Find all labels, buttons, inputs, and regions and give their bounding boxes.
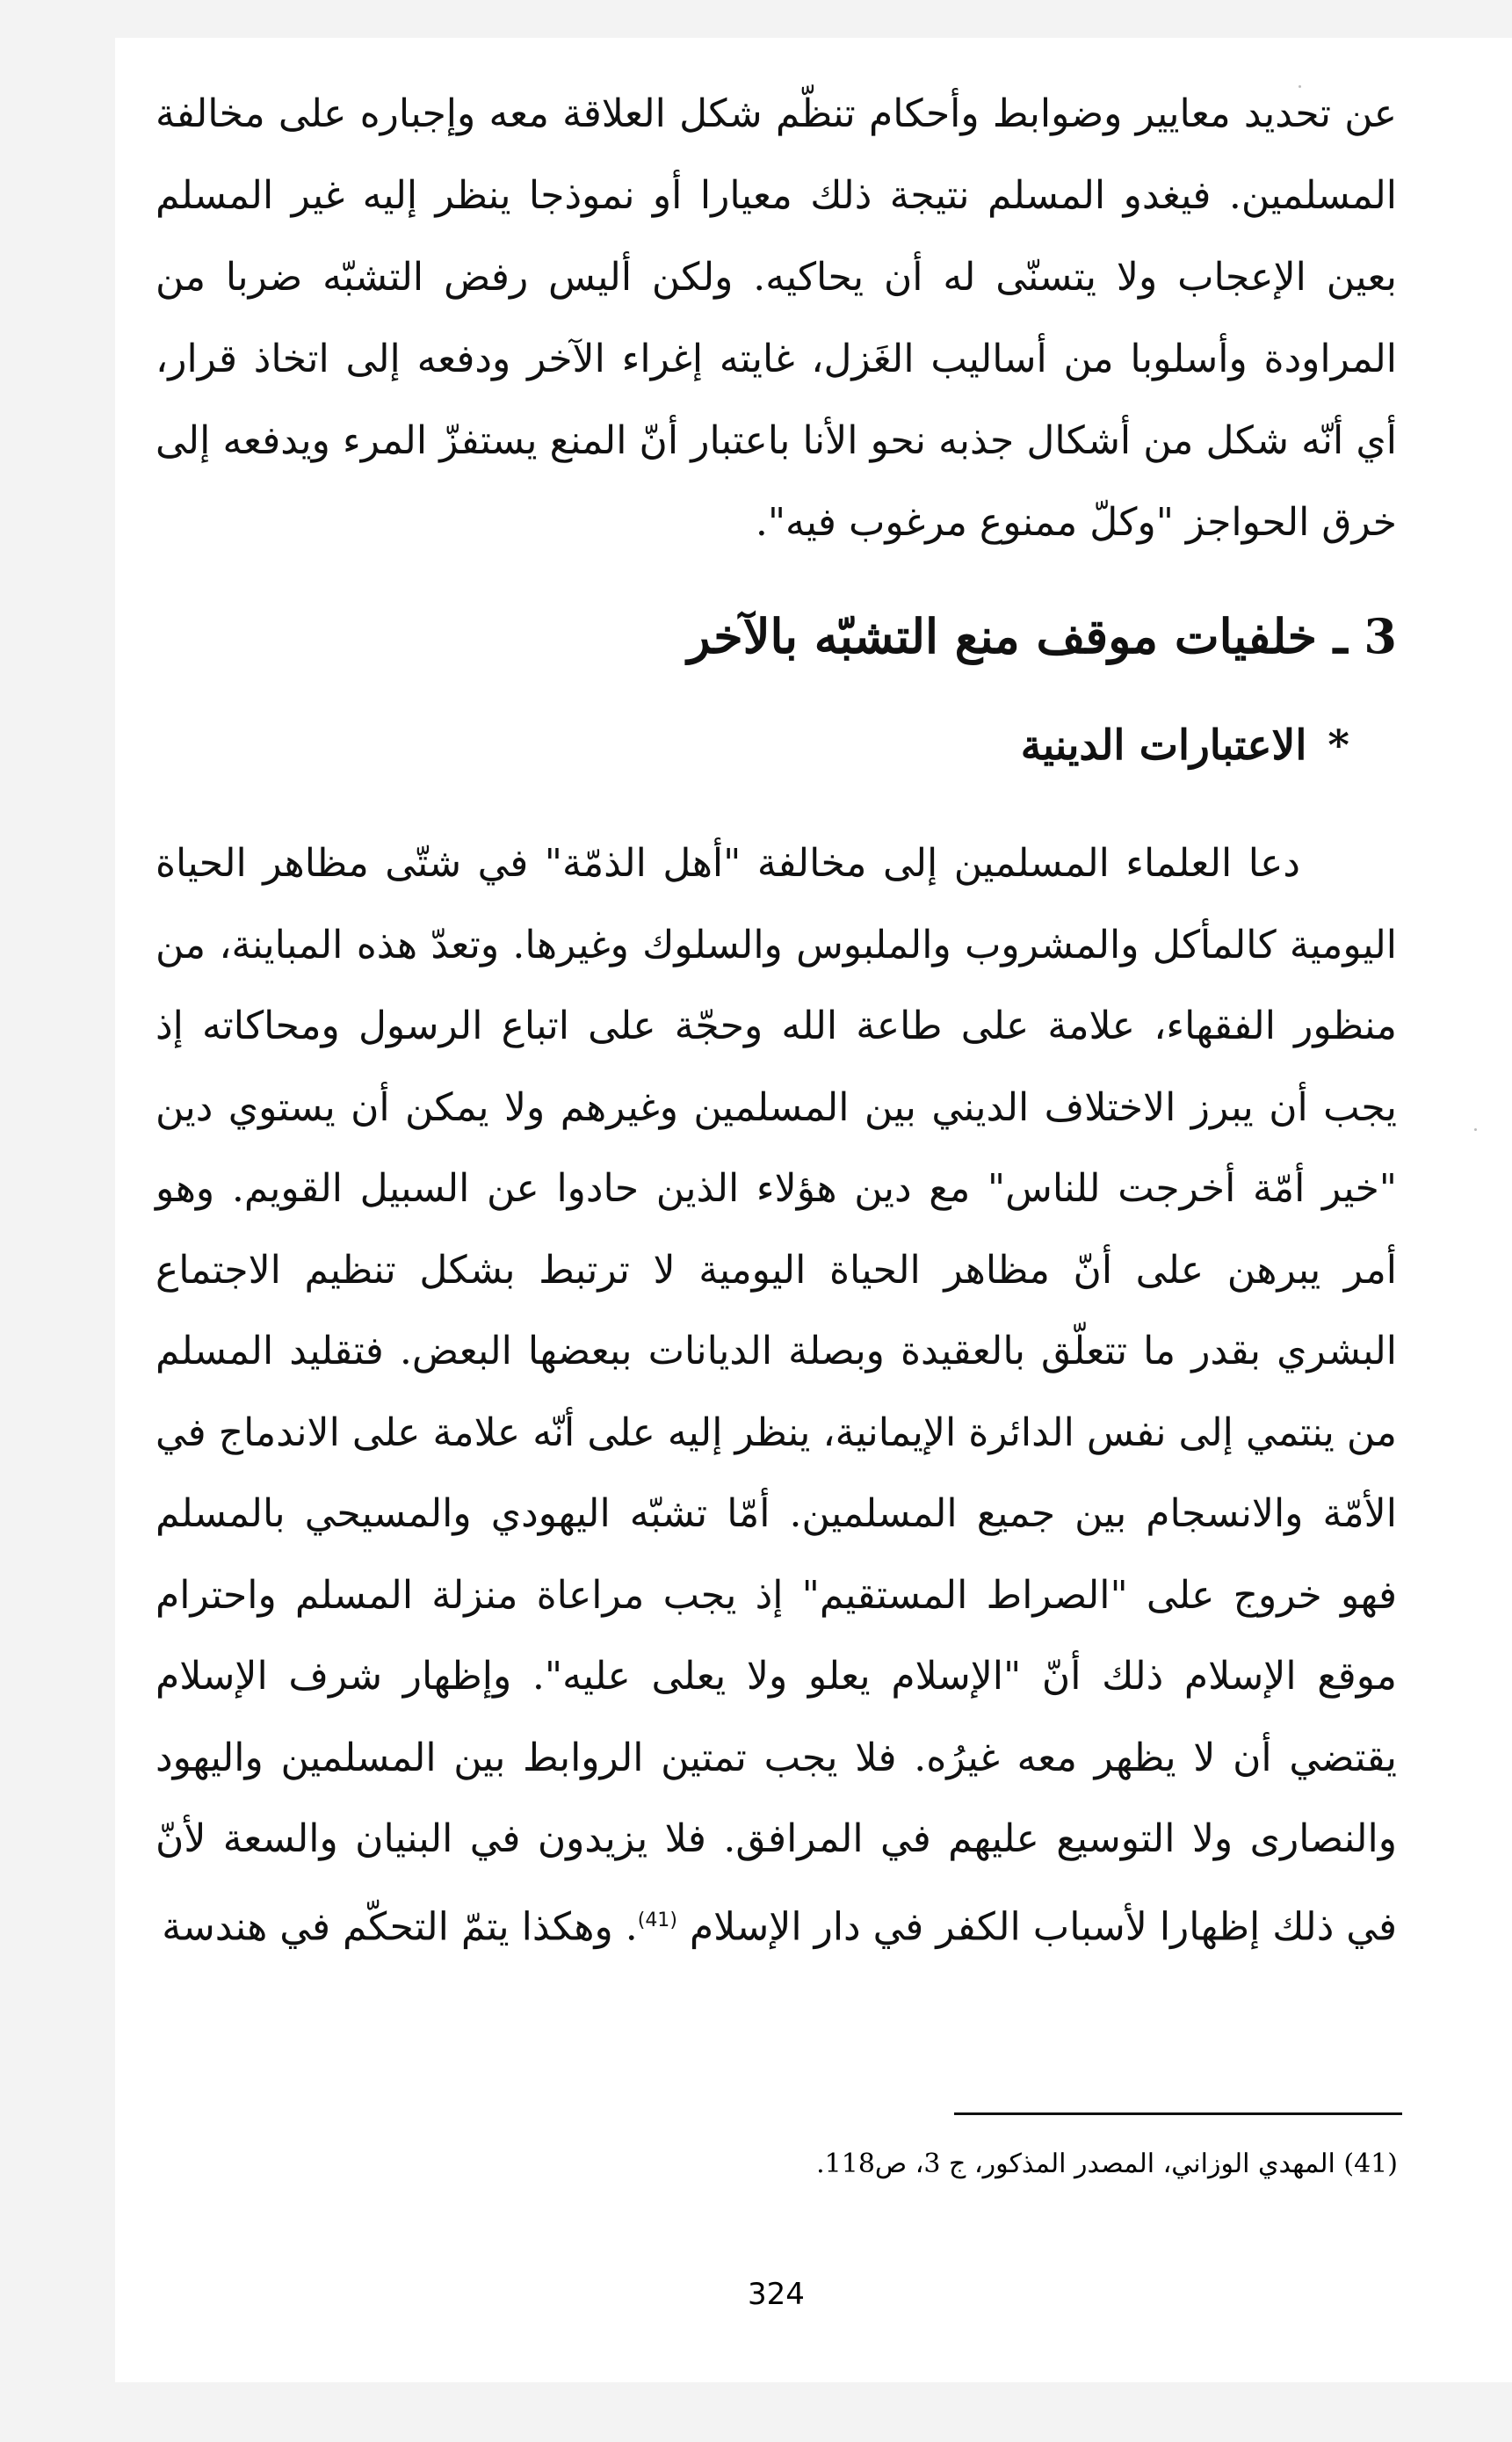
footnote-text: (41) المهدي الوزاني، المصدر المذكور، ج 3، ص118. [816,2149,1398,2179]
intro-paragraph: عن تحديد معايير وضوابط وأحكام تنظّم شكل العلاقة معه وإجباره على مخالفة المسلمين. فيغدو المسلم نتيجة ذلك معيارا أو نموذجا ينظر إليه غير المسلم بعين الإعجاب ولا يتسنّى له أن يحاكيه. ولكن أليس رفض التشبّه ضربا من المراودة وأسلوبا من أساليب الغَزل، غايته إغراء الآخر ودفعه إلى اتخاذ قرار، أي أنّه شكل من أشكال جذبه نحو الأنا باعتبار أنّ المنع يستفزّ المرء ويدفعه إلى خرق الحواجز "وكلّ ممنوع مرغوب فيه". [156,91,1397,545]
scan-speck [1299,85,1301,88]
footnote-divider [954,2112,1402,2115]
page-content [156,73,1397,1968]
scan-speck [1474,1128,1477,1131]
page-number: 324 [748,2277,805,2312]
section-heading: 3 ـ خلفيات موقف منع التشبّه بالآخر [687,608,1397,664]
main-paragraph-text: دعا العلماء المسلمين إلى مخالفة "أهل الذمّة" في شتّى مظاهر الحياة اليومية كالمأكل والمشروب والملبوس والسلوك وغيرها. وتعدّ هذه المباينة، من منظور الفقهاء، علامة على طاعة الله وحجّة على اتباع الرسول ومحاكاته إذ يجب أن يبرز الاختلاف الديني بين المسلمين وغيرهم ولا يمكن أن يستوي دين "خير أمّة أخرجت للناس" مع دين هؤلاء الذين حادوا عن السبيل القويم. وهو أمر يبرهن على أنّ مظاهر الحياة اليومية لا ترتبط بشكل تنظيم الاجتماع البشري بقدر ما تتعلّق بالعقيدة وبصلة الديانات ببعضها البعض. فتقليد المسلم من ينتمي إلى نفس الدائرة الإيمانية، ينظر إليه على أنّه علامة على الاندماج في الأمّة والانسجام بين جميع المسلمين. أمّا تشبّه اليهودي والمسيحي بالمسلم فهو خروج على "الصراط المستقيم" إذ يجب مراعاة منزلة المسلم واحترام موقع الإسلام ذلك أنّ "الإسلام يعلو ولا يعلى عليه". وإظهار شرف الإسلام يقتضي أن لا يظهر معه غيرُه. فلا يجب تمتين الروابط بين المسلمين واليهود والنصارى ولا التوسيع عليهم في المرافق. فلا يزيدون في البنيان والسعة لأنّ في ذلك إظهارا لأسباب الكفر في دار الإسلام [156,841,1397,1950]
subsection-heading: الاعتبارات الدينية [1020,721,1307,770]
document-page [115,38,1512,2382]
main-paragraph-tail: . وهكذا يتمّ التحكّم في هندسة [162,1904,638,1950]
subsection-heading-row [156,711,1349,781]
main-paragraph [156,823,1397,1968]
footnote-reference[interactable]: (41) [637,1909,677,1931]
asterisk-icon: * [1328,721,1349,770]
